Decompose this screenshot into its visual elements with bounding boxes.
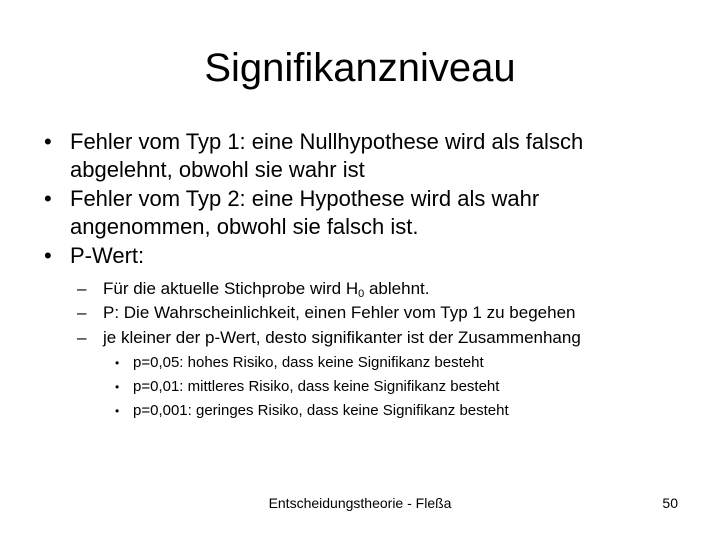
subsub-bullet-text: p=0,001: geringes Risiko, dass keine Signifikanz besteht [133,402,509,419]
page-number: 50 [662,495,678,511]
slide-footer: Entscheidungstheorie - Fleßa [268,495,452,511]
bullet-line: abgelehnt, obwohl sie wahr ist [70,157,365,182]
sub-bullet-text [103,277,429,301]
subsub-bullet-text: p=0,05: hohes Risiko, dass keine Signifikanz besteht [133,354,484,371]
bullet-line: Fehler vom Typ 2: eine Hypothese wird als wahr [70,186,540,211]
sub-bullet-text-part: Für die aktuelle Stichprobe wird H [103,279,359,298]
sub-bullet-marker: – [77,279,87,298]
bullet-marker: • [44,129,52,154]
sub-bullet-text: P: Die Wahrscheinlichkeit, einen Fehler vom Typ 1 zu begehen [103,303,576,322]
subsub-bullet-text: p=0,01: mittleres Risiko, dass keine Signifikanz besteht [133,378,500,395]
sub-bullet-marker: – [77,303,87,322]
slide-title: Signifikanzniveau [204,46,516,90]
sub-bullet-text-part: ablehnt. [364,279,430,298]
sub-bullet-marker: – [77,328,87,347]
subsub-bullet-marker: • [115,356,120,370]
subscript-zero: 0 [358,288,365,300]
bullet-marker: • [44,243,52,268]
subsub-bullet-marker: • [115,404,120,418]
subsub-bullet-marker: • [115,380,120,394]
bullet-marker: • [44,186,52,211]
bullet-line: Fehler vom Typ 1: eine Nullhypothese wird als falsch [70,129,584,154]
bullet-text [70,185,690,241]
bullet-line: angenommen, obwohl sie falsch ist. [70,214,419,239]
sub-bullet-text: je kleiner der p-Wert, desto signifikanter ist der Zusammenhang [103,328,581,347]
bullet-text: P-Wert: [70,243,145,268]
bullet-text [70,128,690,184]
